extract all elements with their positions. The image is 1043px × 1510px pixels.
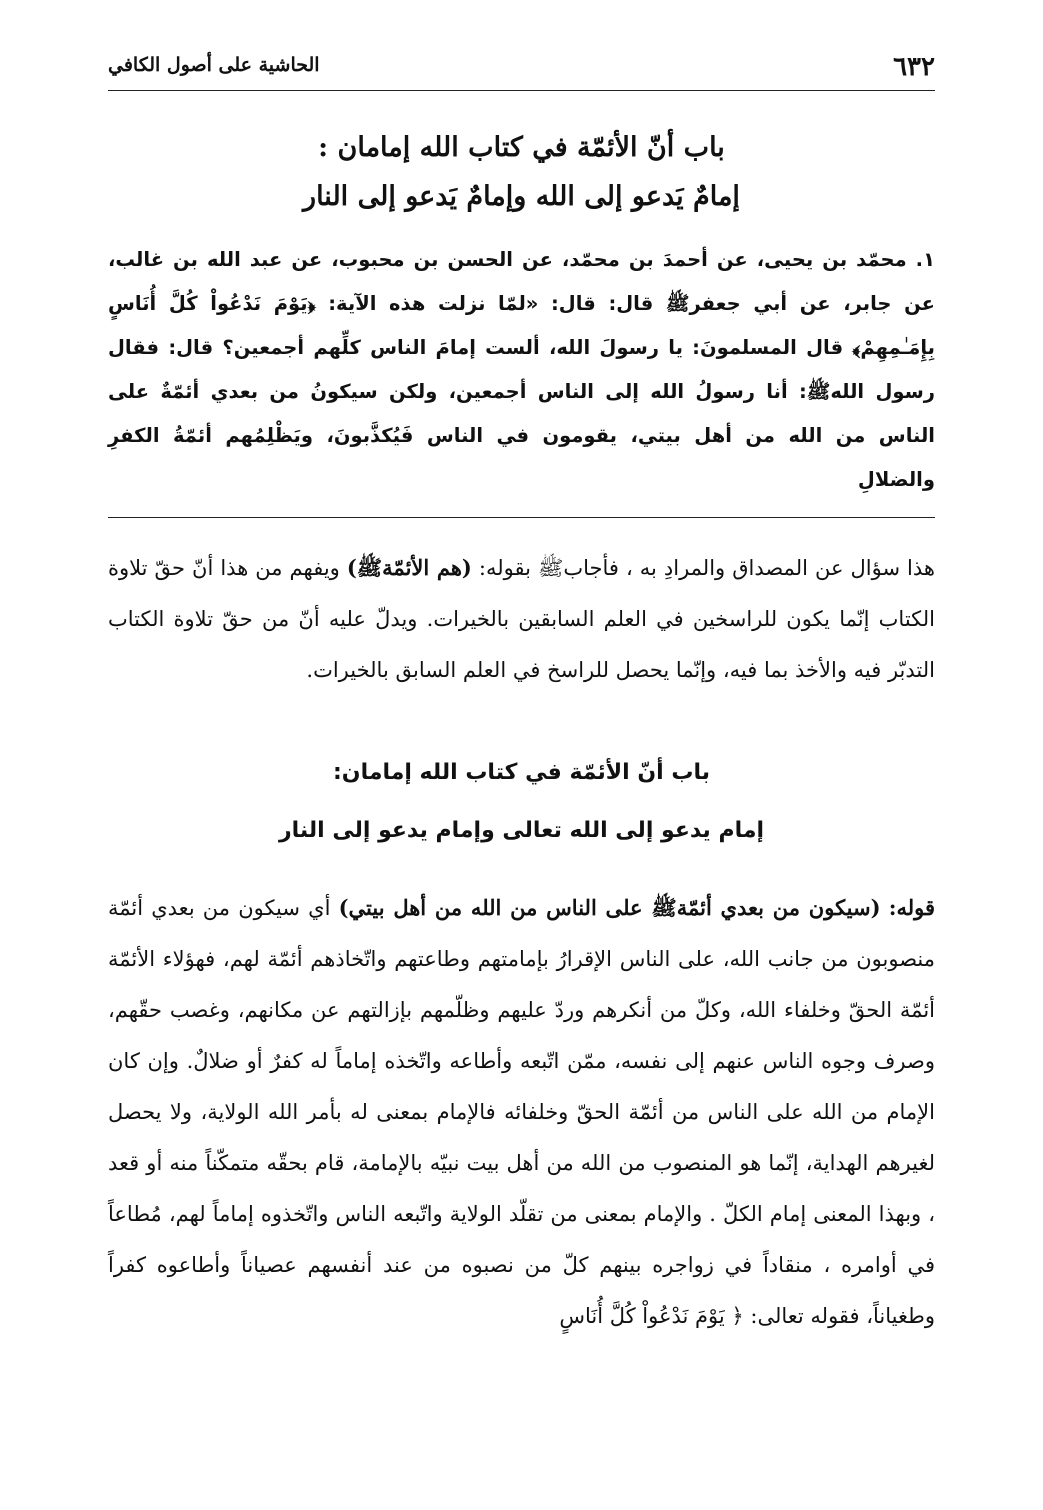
page-number: ٦٣٢	[893, 52, 935, 82]
hadith-text: ١. محمّد بن يحيى، عن أحمدَ بن محمّد، عن الحسن بن محبوب، عن عبد الله بن غالب، عن جابر، عن أبي جعفرﷺ قال: قال: «لمّا نزلت هذه الآية: ﴿يَوْمَ نَدْعُواْ كُلَّ أُنَاسٍ بِإِمَـٰمِهِمْ﴾ قال المسلمونَ: يا رسولَ الله، ألست إمامَ الناس كلِّهم أجمعين؟ قال: فقال رسول اللهﷺ: أنا رسولُ الله إلى الناس أجمعين، ولكن سيكونُ من بعدي أئمّةٌ على الناس من الله من أهل بيتي، يقومون في الناس فَيُكذَّبونَ، ويَظْلِمُهم أئمّةُ الكفرِ والضلالِ	[108, 248, 935, 491]
header-divider	[108, 90, 935, 91]
commentary-2-quote: (سيكون من بعدي أئمّةﷺ على الناس من الله من أهل بيتي)	[338, 895, 881, 920]
commentary-1-intro: هذا سؤال عن المصداق والمرادِ به ، فأجابﷺ بقوله:	[478, 556, 935, 580]
commentary-paragraph-2	[108, 882, 935, 1342]
commentary-1-quote: (هم الأئمّةﷺ)	[346, 555, 472, 580]
running-title: الحاشية على أصول الكافي	[108, 54, 320, 76]
subheading-line1: باب أنّ الأئمّة في كتاب الله إمامان:	[333, 760, 710, 785]
commentary-2-rest: أي سيكون من بعدي أئمّة منصوبون من جانب الله، على الناس الإقرارُ بإمامتهم وطاعتهم واتّخاذهم أئمّة لهم، فهؤلاء الأئمّة أئمّة الحقّ وخلفاء الله، وكلّ من أنكرهم وردّ عليهم وظلّمهم بإزالتهم عن مكانهم، وغصب حقّهم، وصرف وجوه الناس عنهم إلى نفسه، ممّن اتّبعه وأطاعه واتّخذه إماماً له كفرٌ أو ضلالٌ. وإن كان الإمام من الله على الناس من أئمّة الحقّ وخلفائه فالإمام بمعنى له بأمر الله الولاية، ولا يحصل لغيرهم الهداية، إنّما هو المنصوب من الله من أهل بيت نبيّه بالإمامة، قام بحقّه متمكّناً منه أو قعد ، وبهذا المعنى إمام الكلّ . والإمام بمعنى من تقلّد الولاية واتّبعه الناس واتّخذوه إماماً لهم، مُطاعاً في أوامره ، منقاداً في زواجره بينهم كلّ من نصبوه من عند أنفسهم عصياناً وأطاعوه كفراً وطغياناً، فقوله تعالى: ﴿ يَوْمَ نَدْعُواْ كُلَّ أُنَاسٍ	[108, 896, 935, 1328]
chapter-title-line2: إمامٌ يَدعو إلى الله وإمامٌ يَدعو إلى النار	[303, 181, 740, 212]
subheading-line2: إمام يدعو إلى الله تعالى وإمام يدعو إلى النار	[278, 818, 765, 843]
footnote-divider	[108, 517, 935, 518]
chapter-title-line1: باب أنّ الأئمّة في كتاب الله إمامان :	[318, 132, 725, 163]
commentary-2-label: قوله:	[888, 895, 935, 920]
commentary-paragraph-1	[108, 542, 935, 696]
commentary-1-rest: ويفهم من هذا أنّ حقّ تلاوة الكتاب إنّما يكون للراسخين في العلم السابقين بالخيرات. ويدلّ عليه أنّ من حقّ تلاوة الكتاب التدبّر فيه والأخذ بما فيه، وإنّما يحصل للراسخ في العلم السابق بالخيرات.	[108, 556, 935, 682]
page-header	[108, 48, 935, 88]
